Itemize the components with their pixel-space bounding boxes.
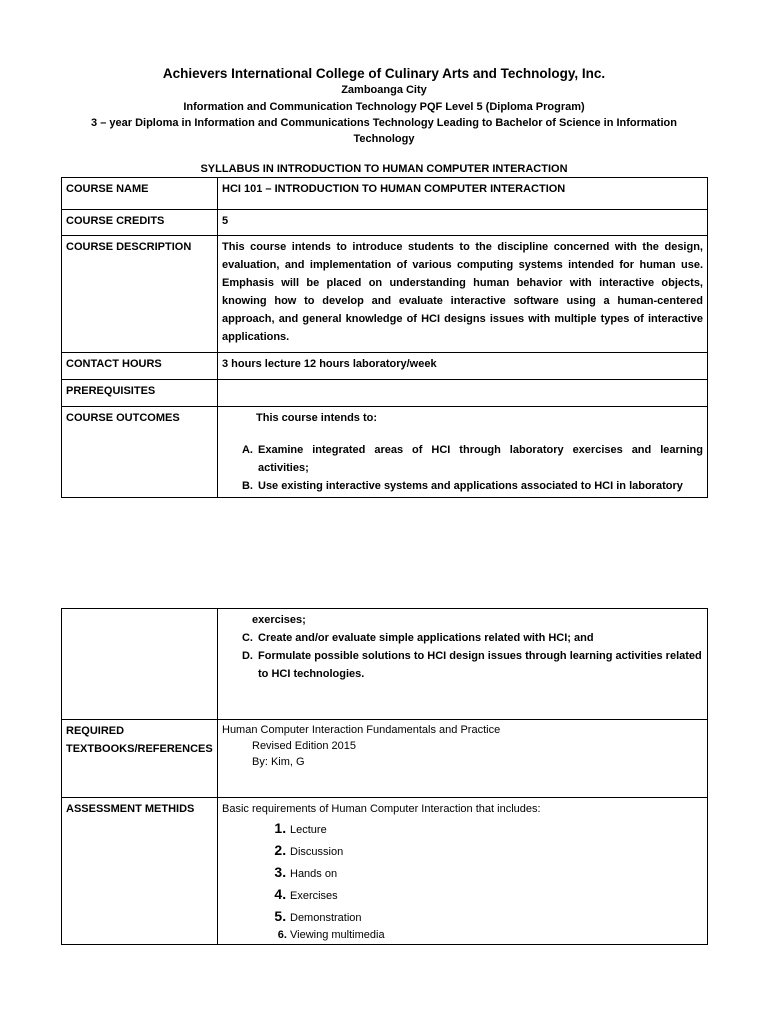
contact-hours-label: CONTACT HOURS xyxy=(62,353,218,380)
course-name-value: HCI 101 – INTRODUCTION TO HUMAN COMPUTER INTERACTION xyxy=(218,178,708,210)
assessment-list xyxy=(222,818,703,942)
textbook-author: By: Kim, G xyxy=(252,756,305,768)
city: Zamboanga City xyxy=(341,84,427,96)
row-outcomes-continued xyxy=(62,609,708,720)
list-item: 2. Discussion xyxy=(290,840,703,862)
course-outcomes-value xyxy=(218,407,708,498)
assessment-intro: Basic requirements of Human Computer Interaction that includes: xyxy=(222,803,541,815)
textbook-title: Human Computer Interaction Fundamentals and Practice xyxy=(222,724,501,736)
list-item: 5. Demonstration xyxy=(290,906,703,928)
row-course-description xyxy=(62,236,708,353)
program-name: Information and Communication Technology PQF Level 5 (Diploma Program) xyxy=(183,101,585,113)
prerequisites-label: PREREQUISITES xyxy=(62,380,218,407)
list-item: A. Examine integrated areas of HCI through laboratory exercises and learning activities; xyxy=(256,441,703,477)
outcomes-list xyxy=(222,441,703,495)
textbooks-value xyxy=(218,720,708,798)
course-description-label: COURSE DESCRIPTION xyxy=(62,236,218,353)
assessment-value xyxy=(218,798,708,945)
course-credits-value: 5 xyxy=(218,210,708,236)
row-prerequisites xyxy=(62,380,708,407)
list-item: 3. Hands on xyxy=(290,862,703,884)
row-course-outcomes xyxy=(62,407,708,498)
list-item: 6. Viewing multimedia xyxy=(290,928,703,942)
course-outcomes-label: COURSE OUTCOMES xyxy=(62,407,218,498)
textbooks-label: REQUIRED TEXTBOOKS/REFERENCES xyxy=(62,720,218,798)
row-course-credits xyxy=(62,210,708,236)
list-item: C. Create and/or evaluate simple applications related with HCI; and xyxy=(256,629,703,647)
list-item: 1. Lecture xyxy=(290,818,703,840)
prerequisites-value xyxy=(218,380,708,407)
outcome-continuation: exercises; xyxy=(252,614,306,626)
outcomes-list-continued xyxy=(222,629,703,683)
course-credits-label: COURSE CREDITS xyxy=(62,210,218,236)
contact-hours-value: 3 hours lecture 12 hours laboratory/week xyxy=(218,353,708,380)
outcomes-continued-value xyxy=(218,609,708,720)
syllabus-table-page2 xyxy=(61,608,708,945)
row-assessment xyxy=(62,798,708,945)
diploma-title: 3 – year Diploma in Information and Communications Technology Leading to Bachelor of Science in Information Technology xyxy=(91,117,677,145)
row-contact-hours xyxy=(62,353,708,380)
list-item: 4. Exercises xyxy=(290,884,703,906)
course-description-value: This course intends to introduce students to the discipline concerned with the design, evaluation, and implementation of various computing systems intended for human use. Emphasis will be placed on understanding human behavior with interactive objects, knowing how to develop and evaluate interactive software using a human-centered approach, and general knowledge of HCI designs issues with multiple types of interactive applications. xyxy=(218,236,708,353)
outcomes-intro: This course intends to: xyxy=(256,412,378,424)
textbook-edition: Revised Edition 2015 xyxy=(252,740,356,752)
list-item: B. Use existing interactive systems and applications associated to HCI in laboratory xyxy=(256,477,703,495)
course-name-label: COURSE NAME xyxy=(62,178,218,210)
list-item: D. Formulate possible solutions to HCI design issues through learning activities related to HCI technologies. xyxy=(256,647,703,683)
college-name: Achievers International College of Culinary Arts and Technology, Inc. xyxy=(162,66,606,81)
syllabus-table-page1 xyxy=(61,177,708,498)
row-textbooks xyxy=(62,720,708,798)
assessment-label: ASSESSMENT METHIDS xyxy=(62,798,218,945)
syllabus-title: SYLLABUS IN INTRODUCTION TO HUMAN COMPUTER INTERACTION xyxy=(200,163,568,175)
row-course-name xyxy=(62,178,708,210)
outcomes-continued-label xyxy=(62,609,218,720)
